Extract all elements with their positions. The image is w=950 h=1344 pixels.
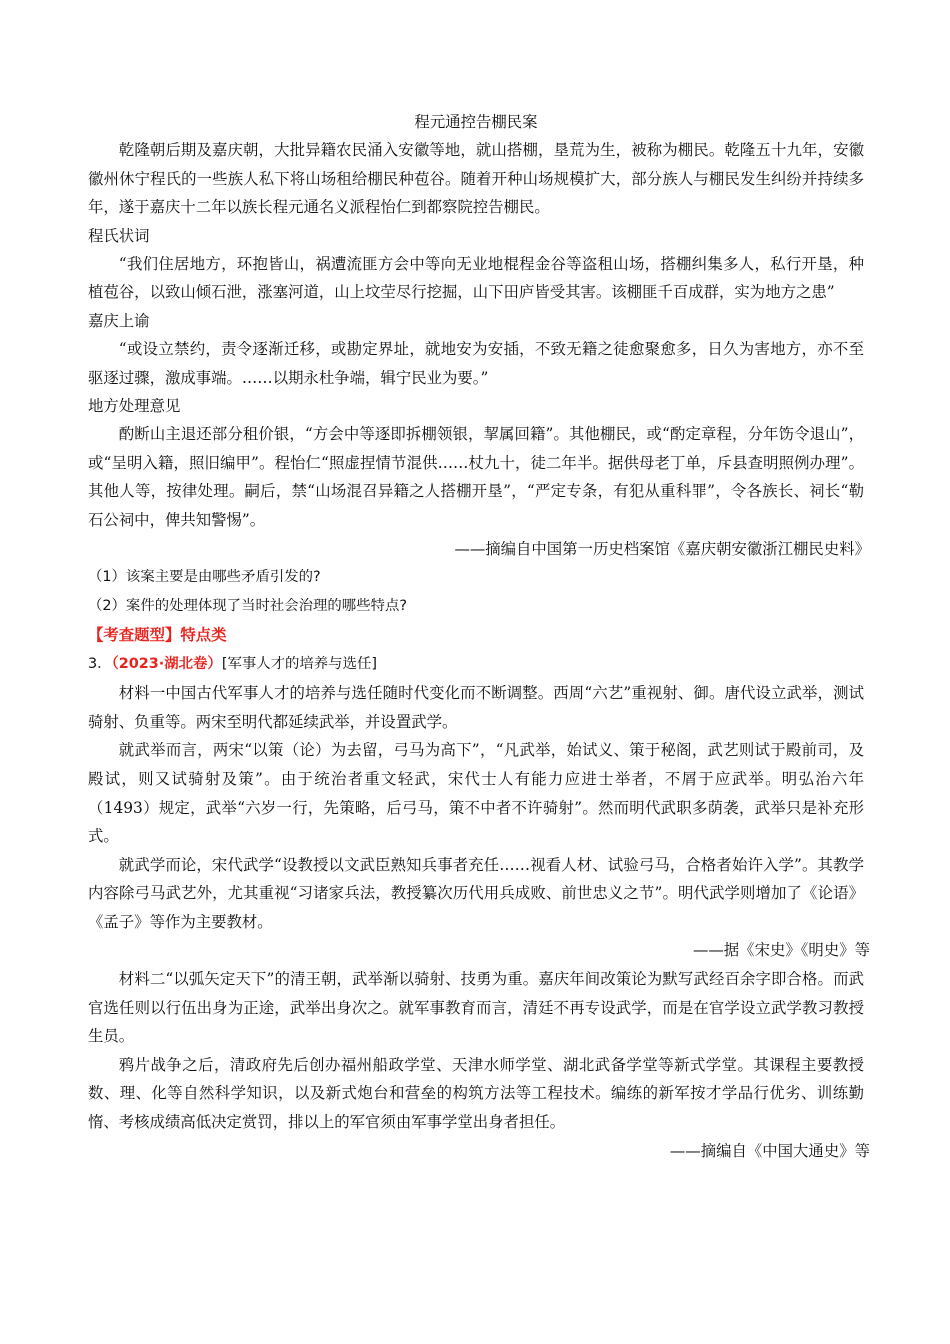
case-title: 程元通控告棚民案 (414, 113, 538, 131)
local-opinion-text: 酌断山主退还部分租价银，“方会中等逐即拆棚领银，挈属回籍”。其他棚民，或“酌定章程，分年饬令退山”，或“呈明入籍，照旧编甲”。程怡仁“照虚捏情节混供……杖九十，徒二年半。据供母老丁单，斥县查明照例办理”。其他人等，按律处理。嗣后，禁“山场混召异籍之人搭棚开垦”，“严定专条，有犯从重科罪”，令各族长、祠长“勒石公祠中，俾共知警惕”。 (88, 425, 864, 529)
material-1-para-2: 就武举而言，两宋“以策（论）为去留，弓马为高下”，“凡武举，始试义、策于秘阁，武艺则试于殿前司，及殿试，则又试骑射及策”。由于统治者重文轻武，宋代士人有能力应进士举者，不屑于应武举。明弘治六年（1493）规定，武举“六岁一行，先策略，后弓马，策不中者不许骑射”。然而明代武职多荫袭，武举只是补充形式。 (88, 741, 864, 846)
question-origin: （2023·湖北卷） (111, 656, 222, 673)
question-1: （1）该案主要是由哪些矛盾引发的? (88, 569, 321, 586)
question-type-tag: 【考查题型】特点类 (88, 626, 227, 645)
question-2: （2）案件的处理体现了当时社会治理的哪些特点? (88, 598, 407, 615)
material-1-source: ——据《宋史》《明史》等 (693, 941, 870, 960)
document-page (88, 108, 870, 1165)
material-2-para-1: 材料二“以弧矢定天下”的清王朝，武举渐以骑射、技勇为重。嘉庆年间改策论为默写武经百余字即合格。而武官选任则以行伍出身为正途，武举出身次之。就军事教育而言，清廷不再专设武学，而是在官学设立武学教习教授生员。 (88, 970, 864, 1046)
edict-text: “或设立禁约，责令逐渐迁移，或勘定界址，就地安为安插，不致无籍之徒愈聚愈多，日久为害地方，亦不至驱逐过骤，激成事端。……以期永杜争端，辑宁民业为要。” (88, 339, 864, 387)
section-heading-local: 地方处理意见 (88, 397, 181, 416)
question-3-header (88, 650, 864, 679)
question-topic: [军事人才的培养与选任] (221, 656, 377, 673)
material-2-source: ——摘编自《中国大通史》等 (669, 1141, 870, 1160)
material-1-para-3: 就武学而论，宋代武学“设教授以文武臣熟知兵事者充任……视看人材、试验弓马，合格者始许入学”。其教学内容除弓马武艺外，尤其重视“习诸家兵法，教授纂次历代用兵成败、前世忠义之节”。明代武学则增加了《论语》《孟子》等作为主要教材。 (88, 855, 864, 931)
case-source: ——摘编自中国第一历史档案馆《嘉庆朝安徽浙江棚民史料》 (454, 539, 870, 558)
material-2-para-2: 鸦片战争之后，清政府先后创办福州船政学堂、天津水师学堂、湖北武备学堂等新式学堂。其课程主要教授数、理、化等自然科学知识，以及新式炮台和营垒的构筑方法等工程技术。编练的新军按才学品行优劣、训练勤惰、考核成绩高低决定赏罚，排以上的军官须由军事学堂出身者担任。 (88, 1055, 864, 1132)
case-intro: 乾隆朝后期及嘉庆朝，大批异籍农民涌入安徽等地，就山搭棚，垦荒为生，被称为棚民。乾隆五十九年，安徽徽州休宁程氏的一些族人私下将山场租给棚民种苞谷。随着开种山场规模扩大，部分族人与棚民发生纠纷并持续多年，遂于嘉庆十二年以族长程元通名义派程怡仁到都察院控告棚民。 (88, 141, 864, 217)
section-heading-edict: 嘉庆上谕 (88, 311, 150, 330)
section-heading-statement: 程氏状词 (88, 226, 150, 245)
question-number: 3． (88, 656, 112, 673)
statement-text: “我们住居地方，环抱皆山，祸遭流匪方会中等向无业地棍程金谷等盗租山场，搭棚纠集多人，私行开垦，种植苞谷，以致山倾石泄，涨塞河道，山上坟茔尽行挖掘，山下田庐皆受其害。该棚匪千百成群，实为地方之患” (88, 254, 864, 302)
material-1-para-1: 材料一中国古代军事人才的培养与选任随时代变化而不断调整。西周“六艺”重视射、御。唐代设立武举，测试骑射、负重等。两宋至明代都延续武举，并设置武学。 (88, 684, 864, 731)
